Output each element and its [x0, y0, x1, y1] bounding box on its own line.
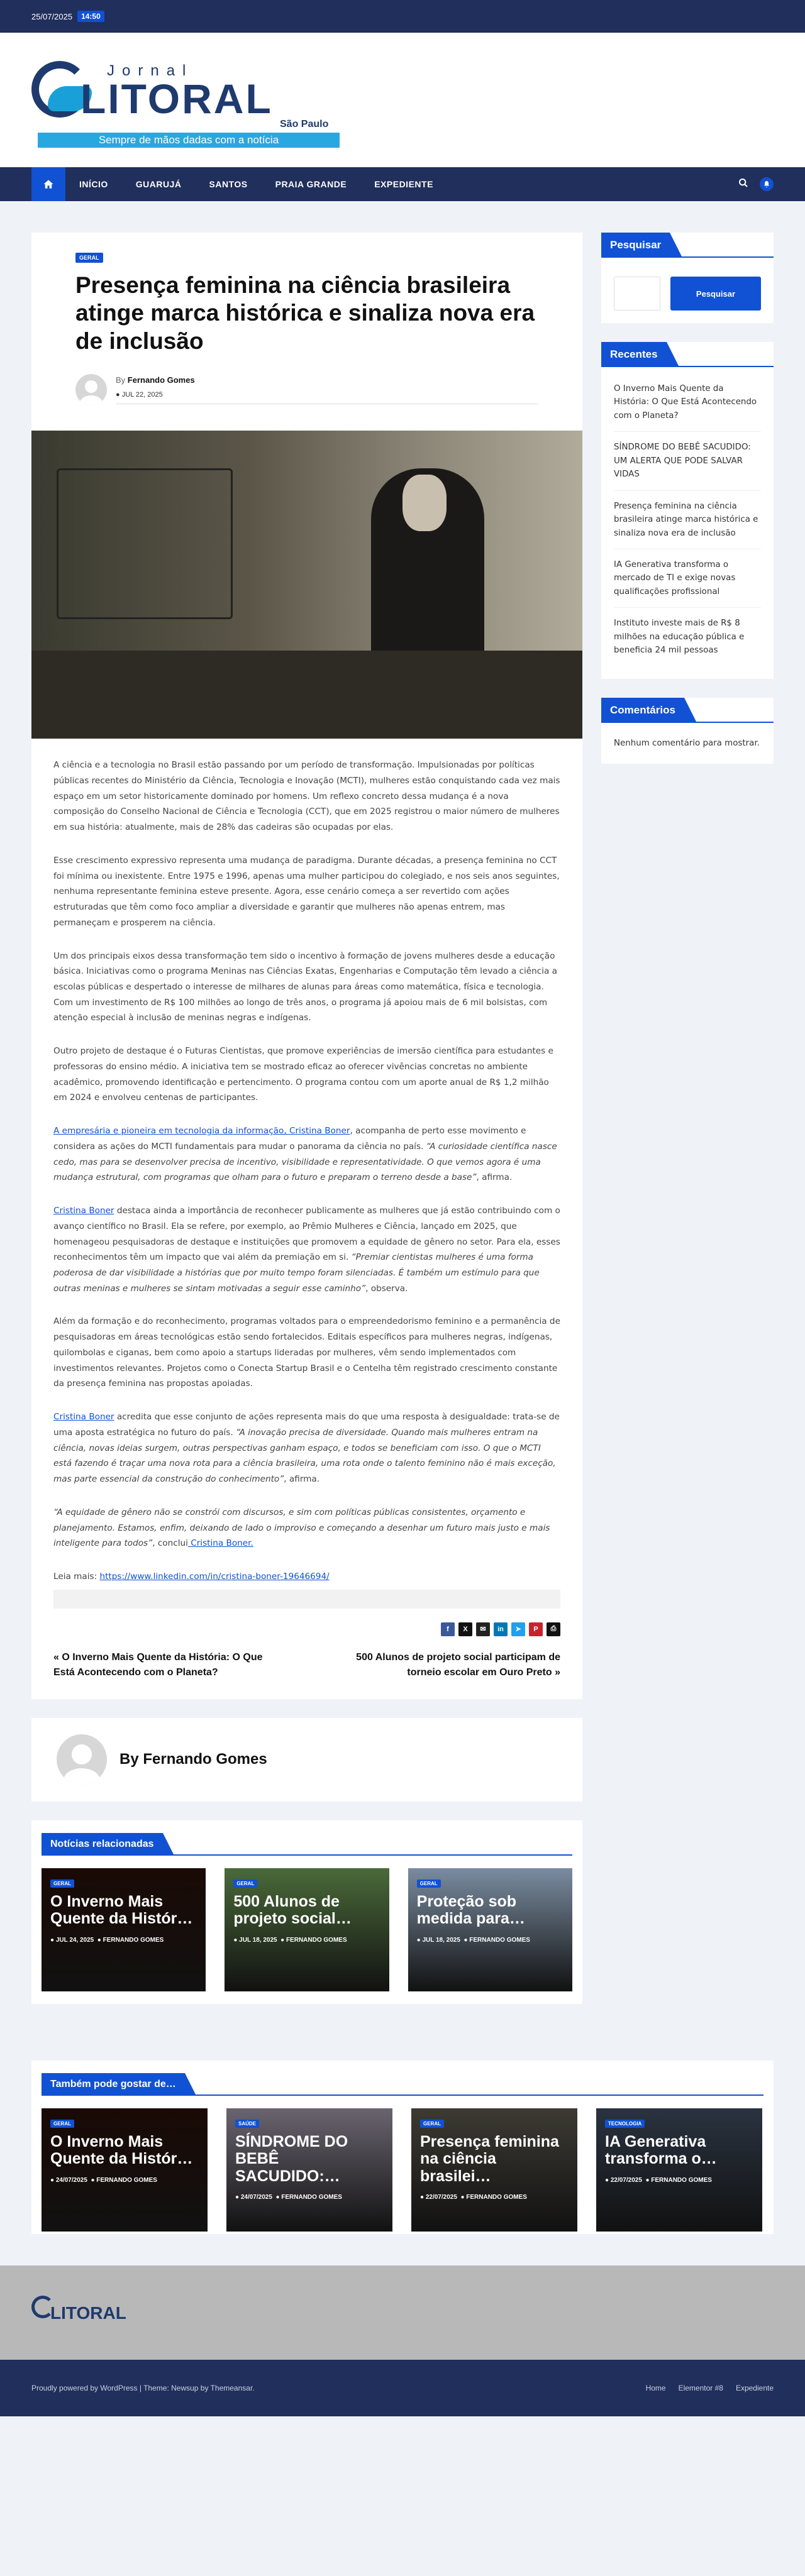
current-time: 14:50: [77, 11, 104, 22]
category-badge[interactable]: GERAL: [75, 253, 103, 263]
footer-logo[interactable]: LITORAL: [31, 2296, 97, 2330]
nav-item-expediente[interactable]: EXPEDIENTE: [374, 179, 433, 189]
author-name[interactable]: Fernando Gomes: [127, 375, 195, 385]
comments-widget-title: Comentários: [601, 698, 684, 723]
card-title[interactable]: Presença feminina na ciência brasilei…: [420, 2132, 559, 2185]
card-title[interactable]: Proteção sob medida para…: [416, 1892, 525, 1928]
search-widget: [601, 233, 774, 323]
read-more: Leia mais: https://www.linkedin.com/in/cristina-boner-19646694/: [53, 1571, 330, 1582]
paragraph: Um dos principais eixos dessa transformação tem sido o incentivo à formação de jovens mulheres desde a educação básica. Iniciativas como o programa Meninas nas Ciências Exatas, Engenharias e Computação têm levado a ciência a escolas públicas e despertado o interesse de milhares de alunas para áreas como matemática, física e tecnologia. Com um investimento de R$ 100 milhões ao longo de três anos, o programa já apoiou mais de 6 mil bolsistas, com atenção especial à inclusão de meninas negras e indígenas.: [53, 950, 557, 1023]
pinterest-icon[interactable]: P: [529, 1622, 543, 1636]
paragraph: Além da formação e do reconhecimento, programas voltados para o empreendedorismo feminino e a permanência de pesquisadoras em áreas tecnológicas estão sendo fortalecidos. Editais específicos para mulheres negras, indígenas, quilombolas e ciganas, bem como apoio a startups lideradas por mulheres, vêm sendo implementados com investimentos relevantes. Projetos como o Conecta Startup Brasil e o Centelha têm registrado crescimento constante da presença feminina nas propostas apoiadas.: [53, 1316, 560, 1389]
article: GERAL Presença feminina na ciência brasileira atinge marca histórica e sinaliza nova era de inclusão By Fernando Gomes ● JUL 22, 2025 A ciência e a tecnologia no Brasil estão passando por um período de transformação. Impulsionadas por políticas públicas recentes do Ministério da Ciência, Tecnologia e Inovação (MCTI), mulheres estão conquistando cada vez mais espaço em um setor historicamente dominado por homens. Um reflexo concreto dessa mudança é a nova composição do Conselho Nacional de Ciência e Tecnologia (CCT), que em 2025 registrou o maior número de mulheres em sua história: atualmente, mais de 28% das cadeiras são ocupadas por elas. Esse crescimento expressivo representa uma mudança de paradigma. Durante décadas, a presença feminina no CCT foi mínima ou inexistente. Entre 1975 e 1996, apenas uma mulher participou do colegiado, e nos seis anos seguintes, nenhuma representante feminina esteve presente. Agora, esse cenário começa a ser revertido com ações estruturadas que têm como foco ampliar a diversidade e garantir que mulheres não apenas entrem, mas permaneçam e prosperem na ciência. Um dos principais eixos dessa transformação tem sido o incentivo à formação de jovens mulheres desde a educação básica. Iniciativas como o programa Meninas nas Ciências Exatas, Engenharias e Computação têm levado a ciência a escolas públicas e despertado o interesse de milhares de alunas para áreas como matemática, física e tecnologia. Com um investimento de R$ 100 milhões ao longo de três anos, o programa já apoiou mais de 6 mil bolsistas, com atenção especial à inclusão de meninas negras e indígenas. Outro projeto de destaque é o Futuras Cientistas, que promove experiências de imersão científica para estudantes e professoras do ensino médio. A iniciativa tem se mostrado eficaz ao oferecer vivências concretas no ambiente acadêmico, promovendo identificação e pertencimento. O programa contou com um aporte anual de R$ 1,2 milhão em 2024 e envolveu centenas de participantes. A empresária e pioneira em tecnologia da informação, Cristina Boner, acompanha de perto esse movimento e considera as ações do MCTI fundamentais para mudar o panorama da ciência no país. “A curiosidade científica nasce cedo, mas para se desenvolver precisa de incentivo, visibilidade e representatividade. O que vemos agora é uma mudança estrutural, com programas que olham para o futuro e preparam o terreno desde a base”, afirma. Cristina Boner destaca ainda a importância de reconhecer publicamente as mulheres que já estão contribuindo com o avanço científico no Brasil. Ela se refere, por exemplo, ao Prêmio Mulheres e Ciência, lançado em 2025, que homenageou pesquisadoras de destaque e instituições que promovem a equidade de gênero no setor. Para ela, esses reconhecimentos têm um impacto que vai além da premiação em si. “Premiar cientistas mulheres é uma forma poderosa de dar visibilidade a histórias que por muito tempo foram silenciadas. É também um estímulo para que outras meninas e mulheres se sintam motivadas a seguir esse caminho”, observa. Além da formação e do reconhecimento, programas voltados para o empreendedorismo feminino e a permanência de pesquisadoras em áreas tecnológicas estão sendo fortalecidos. Editais específicos para mulheres negras, indígenas, quilombolas e ciganas, bem como apoio a startups lideradas por mulheres, vêm sendo implementados com investimentos relevantes. Projetos como o Conecta Startup Brasil e o Centelha têm registrado crescimento constante da presença feminina nas propostas apoiadas. Cristina Boner acredita que esse conjunto de ações representa mais do que uma resposta à desigualdade: trata-se de uma aposta estratégica no futuro do país. “A inovação precisa de diversidade. Quando mais mulheres entram na ciência, novas ideias surgem, outras perspectivas ganham espaço, e todos se beneficiam com isso. O que o MCTI está fazendo é traçar uma nova rota para a ciência brasileira, uma rota onde o talento feminino não é mais exceção, mas parte essencial da construção do conhecimento”, afirma. “A equidade de gênero não se constrói com discursos, e sim com políticas públicas consistentes, orçamento e planejamento. Estamos, enfim, deixando de lado o improviso e começando a desenhar um futuro mais justo e mais inteligente para todos”, conclui Cristina Boner. Leia mais: https://www.linkedin.com/in/cristina-boner-19646694/ f X ✉ in ➤ P ⎙ « O Inverno Mais Quente da História: O Que Está Acontecendo com o Planeta? 500 Alunos de projeto social participam de torneio escolar em Ouro Preto »: [31, 233, 582, 1699]
paragraph: A ciência e a tecnologia no Brasil estão passando por um período de transformação. Impulsionadas por políticas públicas recentes do Ministério da Ciência, Tecnologia e Inovação (MCTI), mulheres estão conquistando cada vez mais espaço em um setor historicamente dominado por homens. Um reflexo concreto dessa mudança é a nova composição do Conselho Nacional de Ciência e Tecnologia (CCT), que em 2025 registrou o maior número de mulheres em sua história: atualmente, mais de 28% das cadeiras são ocupadas por elas.: [53, 760, 560, 833]
post-card[interactable]: [411, 2108, 577, 2232]
post-card[interactable]: [42, 2108, 208, 2232]
recent-widget: [601, 342, 774, 679]
post-card[interactable]: [42, 1868, 206, 1991]
facebook-icon[interactable]: f: [441, 1622, 455, 1636]
post-card[interactable]: [226, 2108, 392, 2232]
paragraph: A empresária e pioneira em tecnologia da informação, Cristina Boner, acompanha de perto esse movimento e considera as ações do MCTI fundamentais para mudar o panorama da ciência no país. “A curiosidade científica nasce cedo, mas para se desenvolver precisa de incentivo, visibilidade e representatividade. O que vemos agora é uma mudança estrutural, com programas que olham para o futuro e preparam o terreno desde a base”, afirma.: [53, 1126, 557, 1183]
nav-item-guaruja[interactable]: GUARUJÁ: [135, 179, 182, 189]
top-bar: [0, 0, 805, 33]
card-meta: ● 24/07/2025 ● FERNANDO GOMES: [50, 2176, 157, 2184]
footer-link-expediente[interactable]: Expediente: [735, 2383, 774, 2392]
recent-post-link[interactable]: SÍNDROME DO BEBÊ SACUDIDO: UM ALERTA QUE PODE SALVAR VIDAS: [614, 432, 761, 490]
linkedin-icon[interactable]: in: [494, 1622, 508, 1636]
article-image: [31, 431, 582, 739]
nav-item-inicio[interactable]: INÍCIO: [79, 179, 108, 189]
bell-icon[interactable]: [760, 177, 774, 191]
card-category[interactable]: GERAL: [420, 2120, 444, 2128]
post-card[interactable]: [596, 2108, 762, 2232]
card-category[interactable]: GERAL: [417, 1880, 441, 1888]
card-category[interactable]: GERAL: [50, 2120, 74, 2128]
main-nav: [0, 167, 805, 201]
comments-widget: [601, 698, 774, 764]
card-title[interactable]: IA Generativa transforma o…: [605, 2132, 717, 2168]
card-meta: ● JUL 18, 2025 ● FERNANDO GOMES: [416, 1936, 530, 1944]
card-title[interactable]: O Inverno Mais Quente da Histór…: [50, 1892, 193, 1928]
card-meta: ● 22/07/2025 ● FERNANDO GOMES: [605, 2176, 712, 2184]
nav-item-praia-grande[interactable]: PRAIA GRANDE: [275, 179, 347, 189]
card-category[interactable]: GERAL: [233, 1880, 257, 1888]
search-input[interactable]: [614, 277, 660, 311]
x-icon[interactable]: X: [458, 1622, 472, 1636]
card-meta: ● JUL 18, 2025 ● FERNANDO GOMES: [233, 1936, 347, 1944]
footer-link-home[interactable]: Home: [645, 2383, 666, 2392]
search-icon[interactable]: [738, 178, 748, 191]
post-navigation: [53, 1650, 560, 1680]
article-link[interactable]: Cristina Boner: [53, 1206, 114, 1216]
card-title[interactable]: O Inverno Mais Quente da Histór…: [50, 2132, 193, 2168]
search-button[interactable]: Pesquisar: [670, 277, 761, 311]
card-meta: ● JUL 24, 2025 ● FERNANDO GOMES: [50, 1936, 164, 1944]
footer-bar: [0, 2360, 805, 2416]
email-icon[interactable]: ✉: [476, 1622, 490, 1636]
previous-post-link[interactable]: « O Inverno Mais Quente da História: O Que Está Acontecendo com o Planeta?: [53, 1651, 263, 1678]
author-box-name[interactable]: By Fernando Gomes: [119, 1751, 267, 1768]
card-category[interactable]: TECNOLOGIA: [605, 2120, 645, 2128]
footer-widgets: [0, 2265, 805, 2360]
ad-placeholder: [53, 1590, 560, 1609]
card-title[interactable]: 500 Alunos de projeto social…: [233, 1892, 352, 1928]
card-category[interactable]: GERAL: [50, 1880, 74, 1888]
author-avatar[interactable]: [75, 374, 107, 405]
card-category[interactable]: SAÚDE: [235, 2120, 259, 2128]
article-date: JUL 22, 2025: [121, 391, 163, 399]
also-heading: Também pode gostar de…: [42, 2073, 185, 2094]
linkedin-link[interactable]: https://www.linkedin.com/in/cristina-boner-19646694/: [99, 1571, 330, 1582]
share-bar: [53, 1622, 560, 1636]
paragraph: “A equidade de gênero não se constrói com discursos, e sim com políticas públicas consistentes, orçamento e planejamento. Estamos, enfim, deixando de lado o improviso e começando a desenhar um futuro mais justo e mais inteligente para todos”, conclui Cristina Boner.: [53, 1507, 550, 1549]
paragraph: Cristina Boner acredita que esse conjunto de ações representa mais do que uma resposta à desigualdade: trata-se de uma aposta estratégica no futuro do país. “A inovação precisa de diversidade. Quando mais mulheres entram na ciência, novas ideias surgem, outras perspectivas ganham espaço, e todos se beneficiam com isso. O que o MCTI está fazendo é traçar uma nova rota para a ciência brasileira, uma rota onde o talento feminino não é mais exceção, mas parte essencial da construção do conhecimento”, afirma.: [53, 1412, 560, 1485]
paragraph: Cristina Boner destaca ainda a importância de reconhecer publicamente as mulheres que já estão contribuindo com o avanço científico no Brasil. Ela se refere, por exemplo, ao Prêmio Mulheres e Ciência, lançado em 2025, que homenageou pesquisadoras de destaque e instituições que promovem a equidade de gênero no setor. Para ela, esses reconhecimentos têm um impacto que vai além da premiação em si. “Premiar cientistas mulheres é uma forma poderosa de dar visibilidade a histórias que por muito tempo foram silenciadas. É também um estímulo para que outras meninas e mulheres se sintam motivadas a seguir esse caminho”, observa.: [53, 1206, 560, 1294]
telegram-icon[interactable]: ➤: [511, 1622, 525, 1636]
article-title: Presença feminina na ciência brasileira atinge marca histórica e sinaliza nova era de inclusão: [75, 272, 535, 354]
next-post-link[interactable]: 500 Alunos de projeto social participam de torneio escolar em Ouro Preto »: [356, 1651, 560, 1678]
recent-post-link[interactable]: O Inverno Mais Quente da História: O Que Está Acontecendo com o Planeta?: [614, 373, 761, 432]
related-heading: Notícias relacionadas: [42, 1833, 163, 1854]
also-like: [31, 2061, 774, 2234]
recent-post-link[interactable]: IA Generativa transforma o mercado de TI e exige novas qualificações profissional: [614, 549, 761, 608]
home-icon[interactable]: [31, 167, 65, 201]
author-avatar[interactable]: [57, 1734, 107, 1785]
site-logo[interactable]: Jornal LITORAL São Paulo Sempre de mãos dadas com a notícia: [31, 50, 333, 150]
card-meta: ● 24/07/2025 ● FERNANDO GOMES: [235, 2194, 342, 2201]
post-card[interactable]: [225, 1868, 389, 1991]
print-icon[interactable]: ⎙: [547, 1622, 560, 1636]
current-date: 25/07/2025: [31, 11, 73, 21]
paragraph: Esse crescimento expressivo representa uma mudança de paradigma. Durante décadas, a presença feminina no CCT foi mínima ou inexistente. Entre 1975 e 1996, apenas uma mulher participou do colegiado, e nos seis anos seguintes, nenhuma representante feminina esteve presente. Agora, esse cenário começa a ser revertido com ações estruturadas que têm como foco ampliar a diversidade e garantir que mulheres não apenas entrem, mas permaneçam e prosperem na ciência.: [53, 855, 560, 928]
recent-widget-title: Recentes: [601, 342, 667, 367]
recent-post-link[interactable]: Instituto investe mais de R$ 8 milhões na educação pública e beneficia 24 mil pessoas: [614, 619, 745, 656]
card-title[interactable]: SÍNDROME DO BEBÊ SACUDIDO:…: [235, 2132, 348, 2185]
post-card[interactable]: [408, 1868, 572, 1991]
related-news: [31, 1820, 582, 2004]
footer-link-elementor[interactable]: Elementor #8: [678, 2383, 723, 2392]
clock-icon: ●: [116, 391, 120, 399]
recent-post-link[interactable]: Presença feminina na ciência brasileira atinge marca histórica e sinaliza nova era de inclusão: [614, 491, 761, 549]
card-meta: ● 22/07/2025 ● FERNANDO GOMES: [420, 2194, 527, 2201]
powered-by: Proudly powered by WordPress | Theme: Newsup by Themeansar.: [31, 2383, 255, 2392]
nav-item-santos[interactable]: SANTOS: [209, 179, 248, 189]
no-comments-text: Nenhum comentário para mostrar.: [614, 738, 760, 748]
search-widget-title: Pesquisar: [601, 233, 670, 258]
paragraph: Outro projeto de destaque é o Futuras Cientistas, que promove experiências de imersão científica para estudantes e professoras do ensino médio. A iniciativa tem se mostrado eficaz ao oferecer vivências concretas no ambiente acadêmico, promovendo identificação e pertencimento. O programa contou com um aporte anual de R$ 1,2 milhão em 2024 e envolveu centenas de participantes.: [53, 1046, 553, 1103]
article-link[interactable]: Cristina Boner: [53, 1412, 114, 1423]
article-link[interactable]: Cristina Boner.: [187, 1538, 253, 1549]
site-header: [0, 33, 805, 167]
article-link[interactable]: A empresária e pioneira em tecnologia da informação, Cristina Boner: [53, 1126, 350, 1137]
author-box: [31, 1718, 582, 1802]
